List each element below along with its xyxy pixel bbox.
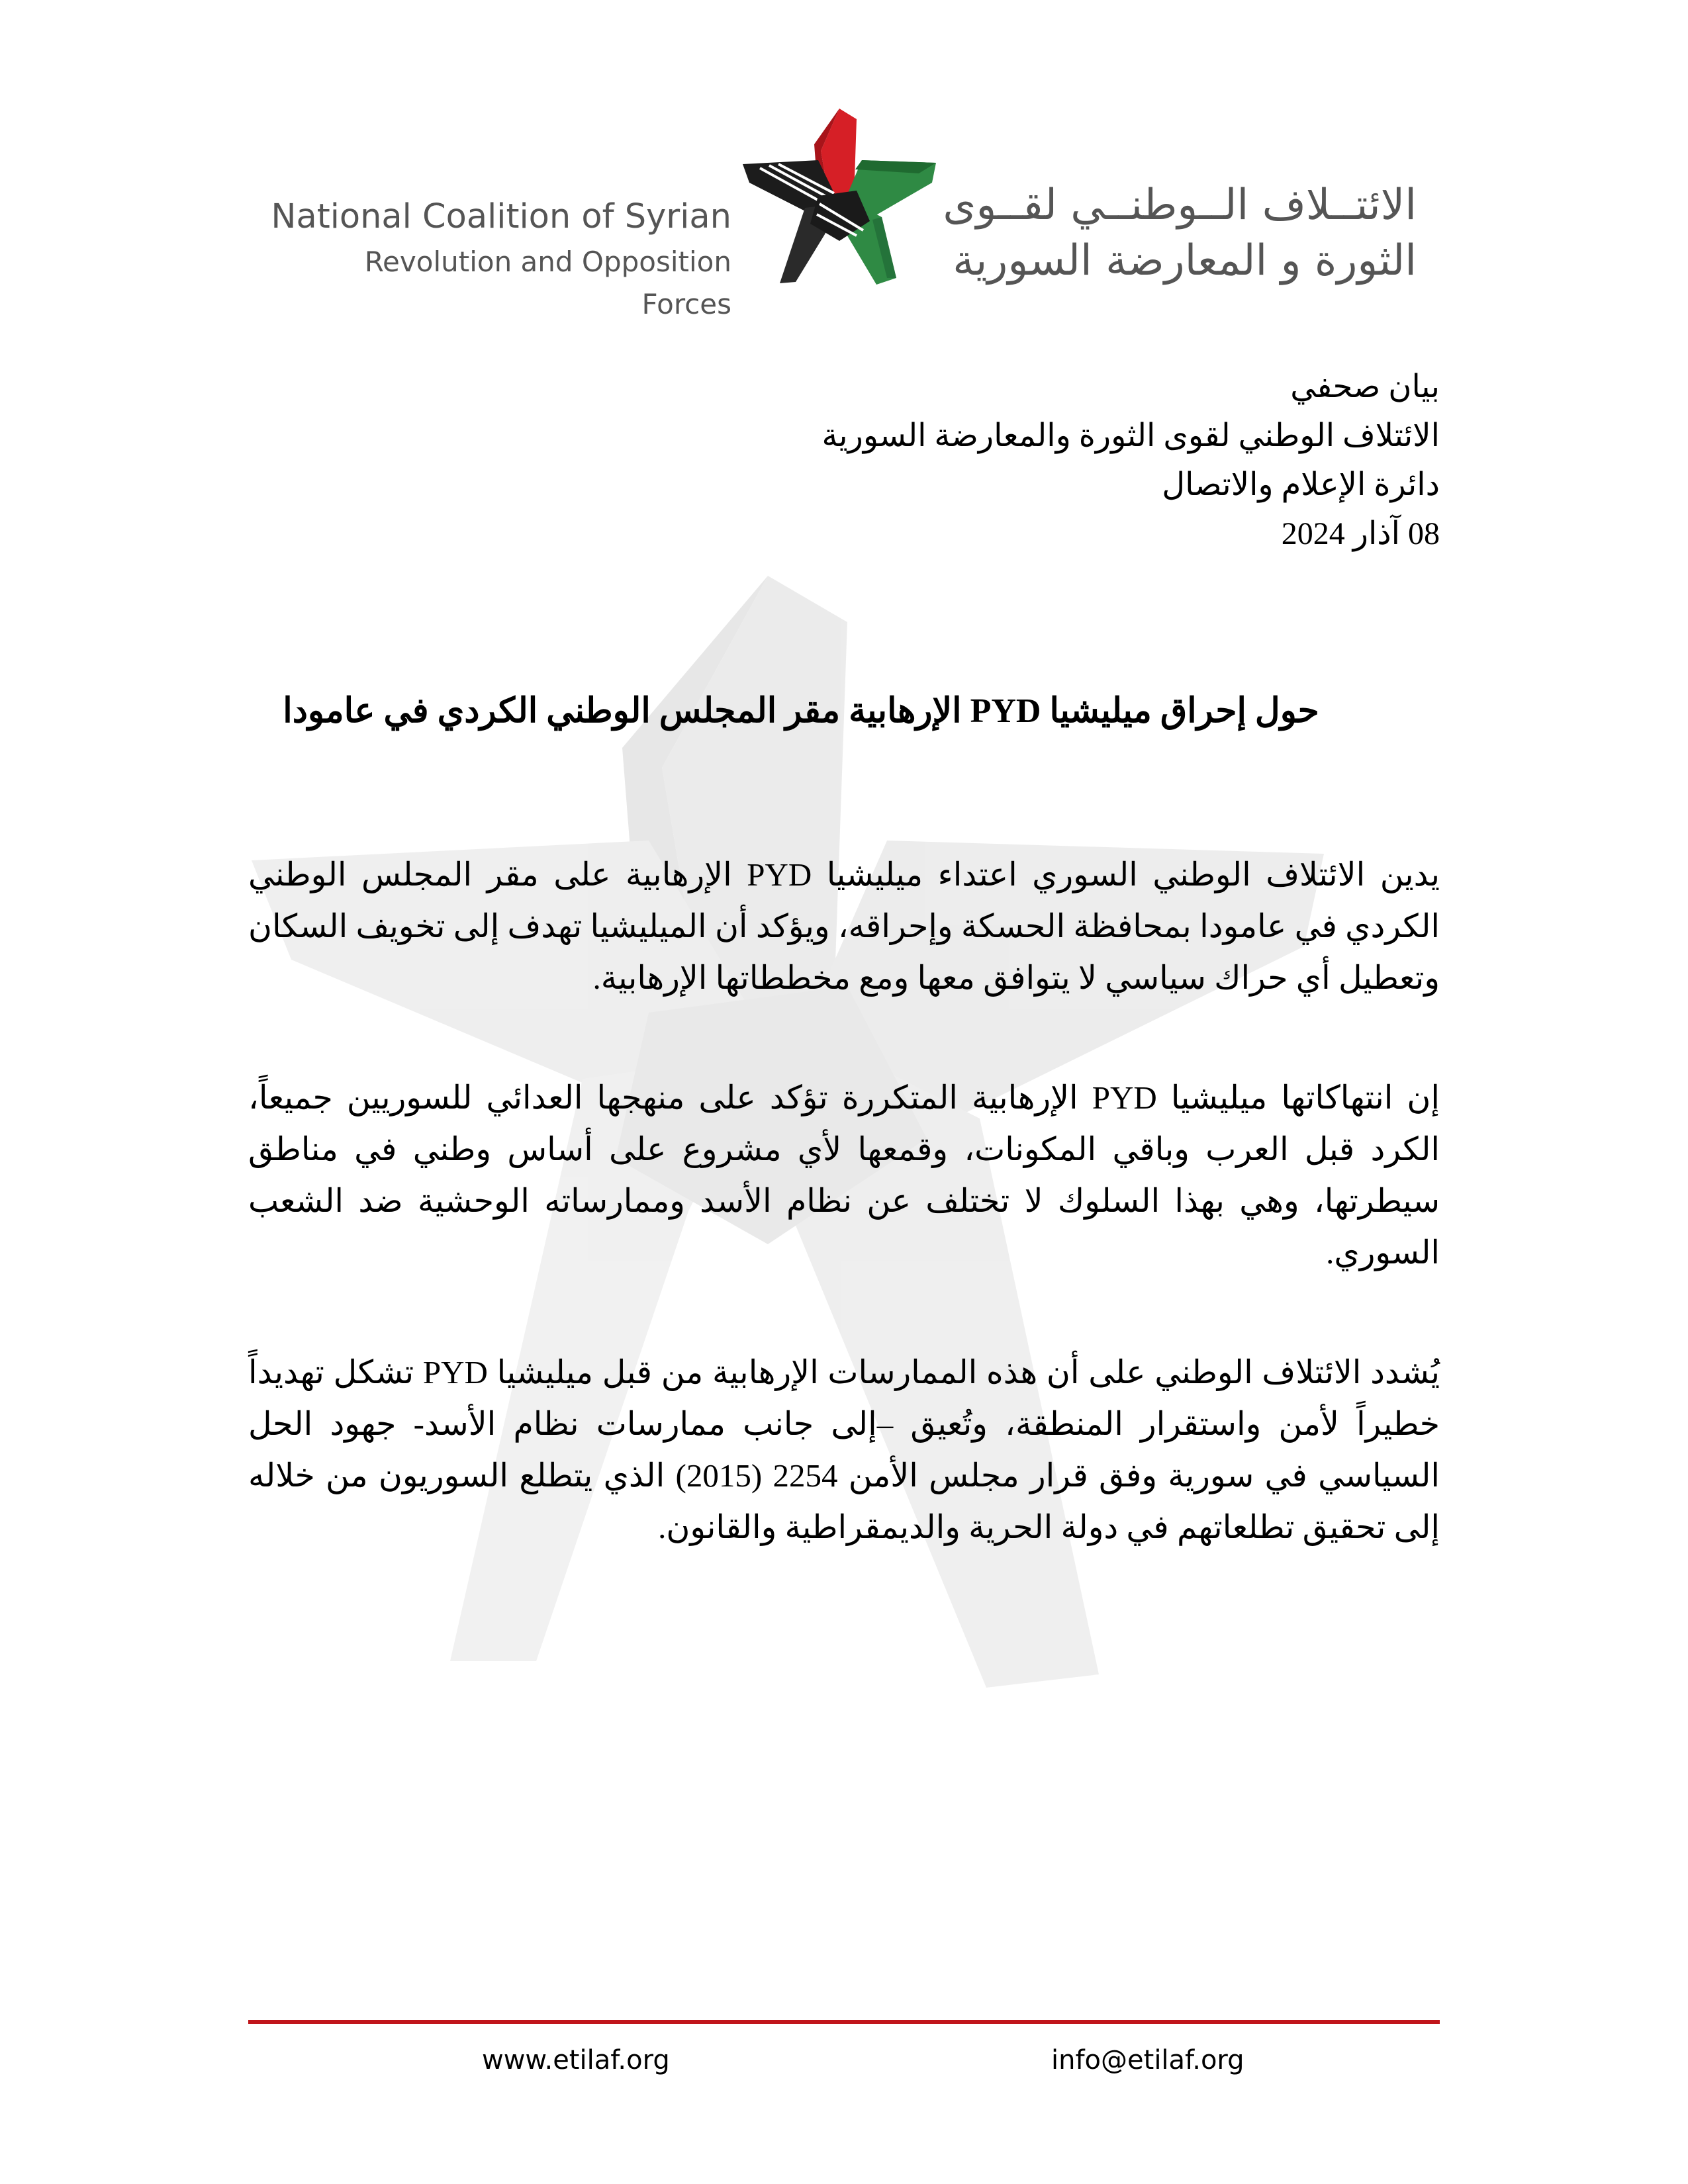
body-paragraph-2: إن انتهاكاتها ميليشيا PYD الإرهابية المتكررة تؤكد على منهجها العدائي للسوريين جميعاً، الكرد قبل العرب وباقي المكونات، وقمعها لأي مشروع على أساس وطني في مناطق سيطرتها، وهي بهذا السلوك لا تختلف عن نظام الأسد وممارساته الوحشية ضد الشعب السوري.: [248, 1079, 1440, 1271]
body-paragraph-3: يُشدد الائتلاف الوطني على أن هذه الممارسات الإرهابية من قبل ميليشيا PYD تشكل تهديداً خطيراً لأمن واستقرار المنطقة، وتُعيق –إلى جانب ممارسات نظام الأسد- جهود الحل السياسي في سورية وفق قرار مجلس الأمن 2254 (2015) الذي يتطلع السوريون من خلاله إلى تحقيق تطلعاتهم في دولة الحرية والديمقراطية والقانون.: [248, 1354, 1440, 1545]
body-paragraph-1: يدين الائتلاف الوطني السوري اعتداء ميليشيا PYD الإرهابية على مقر المجلس الوطني الكردي في عامودا بمحافظة الحسكة وإحراقه، ويؤكد أن الميليشيا تهدف إلى تخويف السكان وتعطيل أي حراك سياسي لا يتوافق معها ومع مخططاتها الإرهابية.: [248, 856, 1440, 996]
footer-website-link[interactable]: www.etilaf.org: [482, 2045, 670, 2075]
org-name-english-line1: National Coalition of Syrian: [271, 197, 731, 236]
press-release-headline: حول إحراق ميليشيا PYD الإرهابية مقر المجلس الوطني الكردي في عامودا: [283, 692, 1319, 730]
org-name-arabic: [940, 177, 1417, 289]
org-name-arabic-line1: الائتــلاف الــوطنــي لقــوى: [943, 181, 1417, 230]
organization-name: الائتلاف الوطني لقوى الثورة والمعارضة السورية: [821, 418, 1440, 453]
press-release-meta: [513, 363, 1440, 559]
footer-email-link[interactable]: info@etilaf.org: [1051, 2045, 1244, 2075]
department-name: دائرة الإعلام والاتصال: [1162, 467, 1440, 502]
document-type: بيان صحفي: [1290, 369, 1440, 404]
org-name-arabic-line2: الثورة و المعارضة السورية: [953, 236, 1417, 285]
org-name-english: [268, 193, 731, 326]
footer-divider: [248, 2020, 1440, 2024]
release-date: 08 آذار 2024: [1281, 516, 1440, 551]
org-name-english-line2: Revolution and Opposition Forces: [364, 246, 731, 320]
coalition-star-logo: [740, 105, 939, 290]
